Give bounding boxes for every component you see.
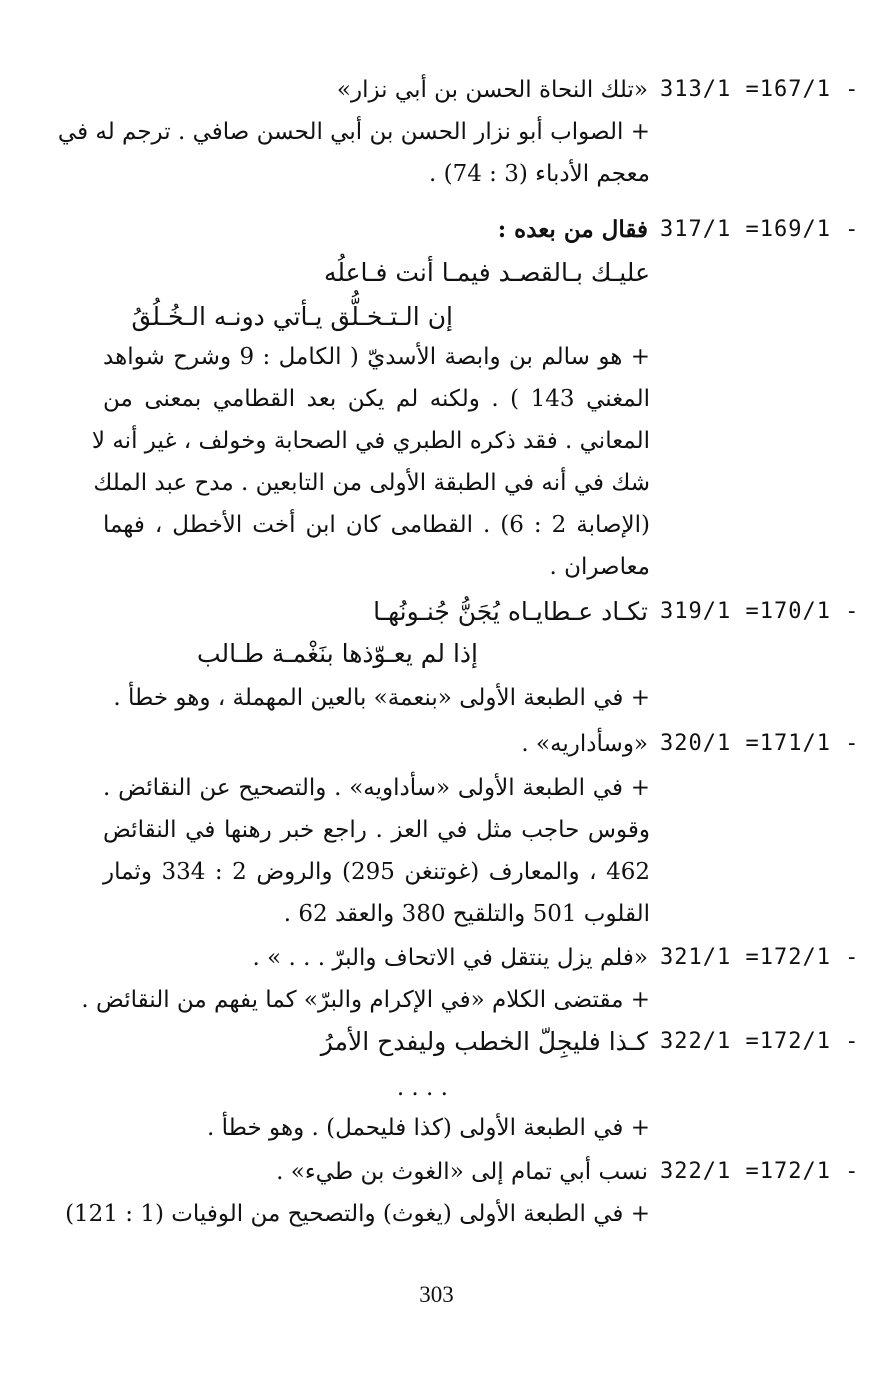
verse-line: إذا لم يعـوّذها بنَغْمـة طـالب (196, 639, 478, 668)
entry-reference: 322/1 =172/1 - (660, 1159, 860, 1184)
entry-reference: 313/1 =167/1 - (660, 77, 860, 102)
entry-reference: 317/1 =169/1 - (660, 217, 860, 242)
note-line: + الصواب أبو نزار الحسن بن أبي الحسن صافي . ترجم له في (57, 119, 650, 145)
entry-reference: 322/1 =172/1 - (660, 1029, 860, 1054)
note-line: معجم الأدباء (3 : 74) . (428, 161, 650, 187)
note-line: + مقتضى الكلام «في الإكرام والبرّ» كما يفهم من النقائض . (81, 987, 650, 1013)
note-line: القلوب 501 والتلقيح 380 والعقد 62 . (283, 901, 650, 927)
note-line: معاصران . (549, 554, 650, 580)
note-line: المعاني . فقد ذكره الطبري في الصحابة وخولف ، غير أنه لا (91, 428, 650, 454)
note-line: المغني 143 ) . ولكنه لم يكن بعد القطامي بمعنى من (103, 386, 650, 412)
note-line: + هو سالم بن وابصة الأسديّ ( الكامل : 9 وشرح شواهد (103, 344, 650, 370)
note-line: + في الطبعة الأولى (كذا فليحمل) . وهو خطأ . (207, 1115, 650, 1141)
verse-line: عليـك بـالقصـد فيمـا أنت فـاعلُه (323, 258, 650, 287)
note-line: 462 ، والمعارف (غوتنغن 295) والروض 2 : 334 وثمار (103, 859, 650, 885)
note-line: (الإصابة 2 : 6) . القطامى كان ابن أخت الأخطل ، فهما (103, 512, 651, 538)
entry-quote: «تلك النحاة الحسن بن أبي نزار» (336, 77, 648, 103)
ellipsis-line: . . . . (396, 1075, 448, 1101)
verse-line: إن الـتـخـلُّق يـأتي دونـه الـخُـلُقُ (131, 302, 453, 331)
entry-reference: 319/1 =170/1 - (660, 599, 860, 624)
note-line: شك في أنه في الطبقة الأولى من التابعين . مدح عبد الملك (93, 470, 650, 496)
entry-quote: «فلم يزل ينتقل في الاتحاف والبرّ . . . » . (252, 945, 648, 971)
note-line: + في الطبعة الأولى (يغوث) والتصحيح من الوفيات (1 : 121) (65, 1201, 650, 1227)
entry-reference: 320/1 =171/1 - (660, 731, 860, 756)
entry-quote: «وسأداريه» . (521, 731, 648, 757)
note-line: + في الطبعة الأولى «سأداويه» . والتصحيح عن النقائض . (103, 775, 650, 801)
entry-quote: فقال من بعده : (497, 216, 648, 243)
note-line: + في الطبعة الأولى «بنعمة» بالعين المهملة ، وهو خطأ . (113, 685, 650, 711)
entry-quote: نسب أبي تمام إلى «الغوث بن طيء» . (276, 1159, 648, 1185)
verse-line: كـذا فليجِلّ الخطب وليفدح الأمرُ (320, 1027, 648, 1056)
entry-reference: 321/1 =172/1 - (660, 945, 860, 970)
page-number: 303 (419, 1282, 454, 1307)
note-line: وقوس حاجب مثل في العز . راجع خبر رهنها في النقائض (103, 817, 650, 843)
verse-line: تكـاد عـطايـاه يُجَنُّ جُنـونُهـا (373, 597, 648, 626)
